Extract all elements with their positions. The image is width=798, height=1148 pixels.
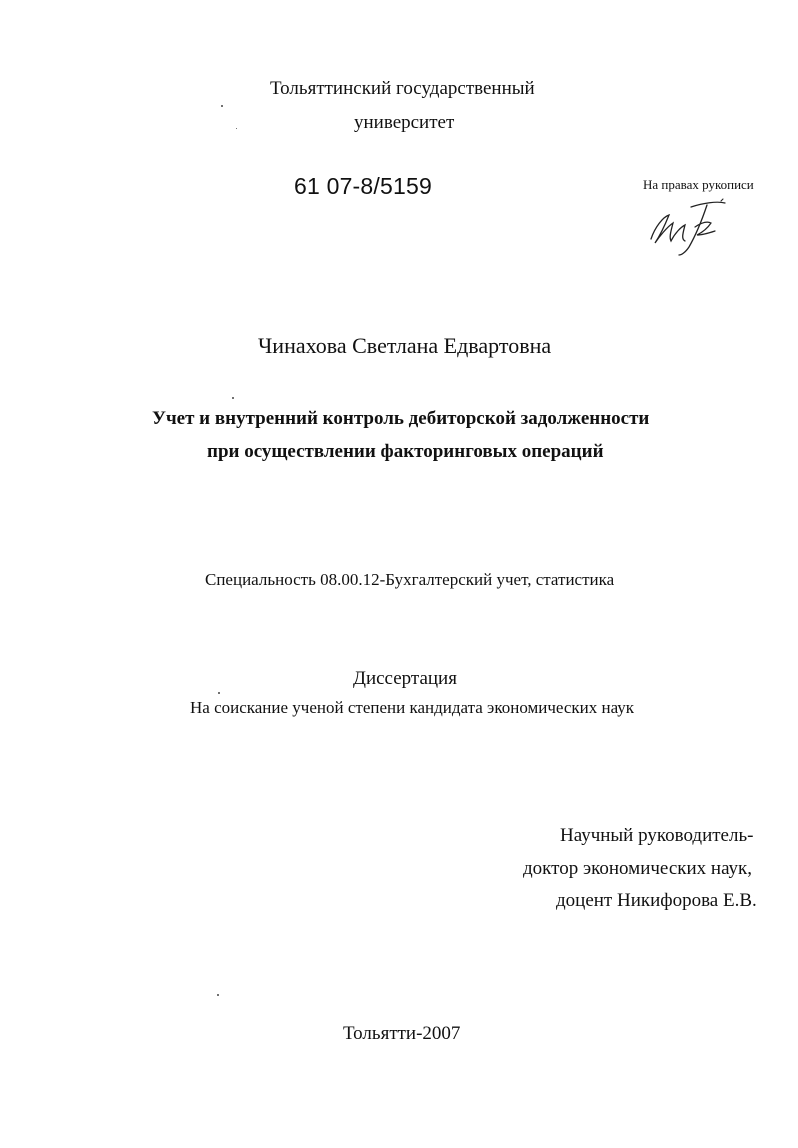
scan-speck — [218, 692, 220, 694]
scan-speck — [217, 994, 219, 996]
degree-line: На соискание ученой степени кандидата экономических наук — [190, 698, 635, 717]
university-name-line1: Тольяттинский государственный — [270, 78, 535, 99]
author-name: Чинахова Светлана Едвартовна — [258, 333, 552, 358]
specialty-line: Специальность 08.00.12-Бухгалтерский учет, статистика — [205, 570, 615, 589]
thesis-title-line1: Учет и внутренний контроль дебиторской задолженности — [152, 408, 650, 429]
advisor-line3: доцент Никифорова Е.В. — [556, 890, 757, 911]
thesis-title-line2: при осуществлении факторинговых операций — [207, 441, 604, 462]
rights-note: На правах рукописи — [643, 177, 754, 192]
advisor-line2: доктор экономических наук, — [523, 858, 753, 879]
work-type: Диссертация — [353, 668, 457, 689]
university-name-line2: университет — [354, 112, 455, 133]
handwritten-signature — [645, 197, 735, 259]
archive-code: 61 07-8/5159 — [294, 173, 432, 199]
scan-speck — [221, 105, 223, 107]
city-year: Тольятти-2007 — [343, 1023, 461, 1044]
scan-speck — [232, 397, 234, 399]
advisor-line1: Научный руководитель- — [560, 825, 754, 846]
scan-speck — [236, 128, 237, 129]
